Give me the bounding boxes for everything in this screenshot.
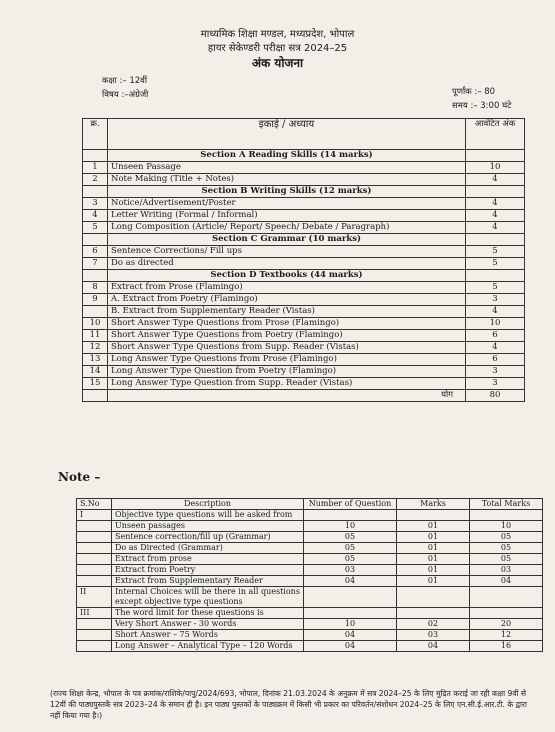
- row-number: [83, 306, 108, 318]
- row-unit: Note Making (Title + Notes): [108, 174, 466, 186]
- note-marks: [397, 510, 470, 521]
- note-row: [77, 510, 543, 521]
- row-unit: Long Answer Type Question from Supp. Reader (Vistas): [108, 378, 466, 390]
- total-value: 80: [466, 390, 525, 402]
- section-row: [83, 234, 525, 246]
- row-number: 11: [83, 330, 108, 342]
- row-marks: 4: [466, 198, 525, 210]
- note-marks: [397, 587, 470, 608]
- header-unit: इकाई / अध्याय: [108, 119, 466, 150]
- row-marks: 5: [466, 246, 525, 258]
- note-marks: 01: [397, 554, 470, 565]
- table-row: [83, 378, 525, 390]
- board-name: माध्यमिक शिक्षा मण्डल, मध्यप्रदेश, भोपाल: [200, 29, 355, 40]
- note-num: 10: [304, 619, 397, 630]
- note-desc: Internal Choices will be there in all questions except objective type questions: [112, 587, 304, 608]
- subject-label: विषय :–अंग्रेजी: [102, 90, 149, 100]
- header-marks: आवंटित अंक: [466, 119, 525, 150]
- note-desc: Unseen passages: [112, 521, 304, 532]
- class-label: कक्षा :– 12वीं: [102, 76, 148, 86]
- note-total: 10: [470, 521, 543, 532]
- note-sno: III: [77, 608, 112, 619]
- table-row: [83, 366, 525, 378]
- row-number: 15: [83, 378, 108, 390]
- table-row: [83, 306, 525, 318]
- section-marks-cell: [466, 234, 525, 246]
- note-total: 03: [470, 565, 543, 576]
- note-desc: Sentence correction/fill up (Grammar): [112, 532, 304, 543]
- note-sno: I: [77, 510, 112, 521]
- section-row: [83, 270, 525, 282]
- total-label: योग: [108, 390, 466, 402]
- row-number: 7: [83, 258, 108, 270]
- note-desc: Extract from Supplementary Reader: [112, 576, 304, 587]
- section-title: Section B Writing Skills (12 marks): [108, 186, 466, 198]
- section-marks-cell: [466, 150, 525, 162]
- note-desc: Objective type questions will be asked from: [112, 510, 304, 521]
- row-unit: Long Composition (Article/ Report/ Speech/ Debate / Paragraph): [108, 222, 466, 234]
- note-table: [76, 498, 543, 652]
- section-title: Section A Reading Skills (14 marks): [108, 150, 466, 162]
- note-marks: 03: [397, 630, 470, 641]
- row-unit: Letter Writing (Formal / Informal): [108, 210, 466, 222]
- table-row: [83, 294, 525, 306]
- row-number: 5: [83, 222, 108, 234]
- note-row: [77, 619, 543, 630]
- note-desc: Extract from prose: [112, 554, 304, 565]
- note-total: 05: [470, 532, 543, 543]
- note-header-sno: S.No: [77, 499, 112, 510]
- row-unit: Short Answer Type Questions from Prose (Flamingo): [108, 318, 466, 330]
- section-title: Section C Grammar (10 marks): [108, 234, 466, 246]
- section-row: [83, 186, 525, 198]
- note-marks: 04: [397, 641, 470, 652]
- note-total: [470, 510, 543, 521]
- row-unit: Short Answer Type Questions from Supp. Reader (Vistas): [108, 342, 466, 354]
- note-sno: [77, 554, 112, 565]
- note-num: 05: [304, 554, 397, 565]
- row-unit: Extract from Prose (Flamingo): [108, 282, 466, 294]
- row-number: 8: [83, 282, 108, 294]
- table-row: [83, 162, 525, 174]
- row-number: 12: [83, 342, 108, 354]
- row-unit: Notice/Advertisement/Poster: [108, 198, 466, 210]
- note-row: [77, 576, 543, 587]
- row-marks: 5: [466, 258, 525, 270]
- note-total: 05: [470, 554, 543, 565]
- row-marks: 3: [466, 378, 525, 390]
- note-num: [304, 510, 397, 521]
- note-num: 05: [304, 532, 397, 543]
- table-row: [83, 258, 525, 270]
- note-total: 20: [470, 619, 543, 630]
- note-num: 04: [304, 630, 397, 641]
- note-sno: [77, 619, 112, 630]
- row-marks: 6: [466, 354, 525, 366]
- note-total: [470, 587, 543, 608]
- note-header-row: [77, 499, 543, 510]
- header-sn: क्र.: [83, 119, 108, 150]
- table-row: [83, 210, 525, 222]
- note-row: [77, 543, 543, 554]
- note-row: [77, 630, 543, 641]
- section-title: Section D Textbooks (44 marks): [108, 270, 466, 282]
- row-number: 4: [83, 210, 108, 222]
- note-row: [77, 532, 543, 543]
- note-row: [77, 641, 543, 652]
- note-total: 04: [470, 576, 543, 587]
- footer-note: (राज्य शिक्षा केन्द्र, भोपाल के पत्र क्रमांक/राशिके/पापु/2024/693, भोपाल, दिनांक 21.03.2024 के अनुक्रम में सत्र 2024–25 के लिए मुद्रित कराई जा रही कक्षा 9वीं से 12वीं की पाठ्यपुस्तकें सत्र 2023–24 के समान ही है। इन पाठ्य पुस्तकों के पाठ्यक्रम में किसी भी प्रकार का परिवर्तन/संशोधन 2024–25 के लिए एन.सी.ई.आर.टी. के द्वारा नहीं किया गया है।): [50, 689, 527, 720]
- note-title: Note –: [58, 470, 101, 484]
- note-row: [77, 587, 543, 608]
- table-row: [83, 354, 525, 366]
- row-number: 10: [83, 318, 108, 330]
- note-marks: 01: [397, 576, 470, 587]
- note-sno: [77, 565, 112, 576]
- row-unit: Do as directed: [108, 258, 466, 270]
- row-number: 1: [83, 162, 108, 174]
- row-marks: 4: [466, 210, 525, 222]
- row-unit: Long Answer Type Question from Poetry (Flamingo): [108, 366, 466, 378]
- note-row: [77, 554, 543, 565]
- table-row: [83, 246, 525, 258]
- marks-scheme-table: [82, 118, 525, 402]
- row-marks: 4: [466, 342, 525, 354]
- row-unit: Unseen Passage: [108, 162, 466, 174]
- note-desc: Long Answer – Analytical Type – 120 Words: [112, 641, 304, 652]
- table-row: [83, 222, 525, 234]
- row-marks: 4: [466, 306, 525, 318]
- table-row: [83, 330, 525, 342]
- row-number: 14: [83, 366, 108, 378]
- note-sno: [77, 521, 112, 532]
- time-label: समय :– 3:00 घंटे: [452, 101, 512, 111]
- note-desc: Very Short Answer - 30 words: [112, 619, 304, 630]
- section-sn-cell: [83, 150, 108, 162]
- note-row: [77, 608, 543, 619]
- note-sno: II: [77, 587, 112, 608]
- note-sno: [77, 543, 112, 554]
- note-header-desc: Description: [112, 499, 304, 510]
- total-row: [83, 390, 525, 402]
- row-unit: B. Extract from Supplementary Reader (Vistas): [108, 306, 466, 318]
- note-header-total: Total Marks: [470, 499, 543, 510]
- note-marks: 01: [397, 521, 470, 532]
- note-num: [304, 608, 397, 619]
- note-marks: 01: [397, 532, 470, 543]
- note-num: [304, 587, 397, 608]
- section-row: [83, 150, 525, 162]
- row-unit: Short Answer Type Questions from Poetry (Flamingo): [108, 330, 466, 342]
- note-num: 04: [304, 641, 397, 652]
- row-number: 13: [83, 354, 108, 366]
- note-header-num: Number of Question: [304, 499, 397, 510]
- row-unit: Sentence Corrections/ Fill ups: [108, 246, 466, 258]
- note-desc: Do as Directed (Grammar): [112, 543, 304, 554]
- note-total: 05: [470, 543, 543, 554]
- row-marks: 3: [466, 294, 525, 306]
- note-total: [470, 608, 543, 619]
- row-marks: 4: [466, 174, 525, 186]
- note-row: [77, 565, 543, 576]
- row-unit: Long Answer Type Questions from Prose (Flamingo): [108, 354, 466, 366]
- row-number: 3: [83, 198, 108, 210]
- note-desc: Short Answer – 75 Words: [112, 630, 304, 641]
- page-title: अंक योजना: [251, 56, 304, 70]
- table-row: [83, 198, 525, 210]
- note-num: 03: [304, 565, 397, 576]
- note-num: 04: [304, 576, 397, 587]
- note-num: 05: [304, 543, 397, 554]
- row-marks: 10: [466, 318, 525, 330]
- table-row: [83, 318, 525, 330]
- note-sno: [77, 532, 112, 543]
- row-unit: A. Extract from Poetry (Flamingo): [108, 294, 466, 306]
- note-num: 10: [304, 521, 397, 532]
- table-header-row: [83, 119, 525, 150]
- section-marks-cell: [466, 186, 525, 198]
- exam-session: हायर सेकेण्डरी परीक्षा सत्र 2024–25: [207, 43, 348, 54]
- note-sno: [77, 630, 112, 641]
- row-number: 6: [83, 246, 108, 258]
- note-header-marks: Marks: [397, 499, 470, 510]
- note-row: [77, 521, 543, 532]
- table-row: [83, 342, 525, 354]
- section-sn-cell: [83, 234, 108, 246]
- section-sn-cell: [83, 270, 108, 282]
- note-marks: 01: [397, 543, 470, 554]
- row-number: 9: [83, 294, 108, 306]
- note-marks: 02: [397, 619, 470, 630]
- max-marks-label: पूर्णांक :– 80: [452, 87, 496, 97]
- note-marks: [397, 608, 470, 619]
- section-marks-cell: [466, 270, 525, 282]
- table-row: [83, 282, 525, 294]
- row-marks: 3: [466, 366, 525, 378]
- note-marks: 01: [397, 565, 470, 576]
- section-sn-cell: [83, 186, 108, 198]
- note-desc: Extract from Poetry: [112, 565, 304, 576]
- table-row: [83, 174, 525, 186]
- note-total: 16: [470, 641, 543, 652]
- note-sno: [77, 576, 112, 587]
- row-marks: 4: [466, 222, 525, 234]
- row-marks: 6: [466, 330, 525, 342]
- row-number: 2: [83, 174, 108, 186]
- row-marks: 5: [466, 282, 525, 294]
- note-sno: [77, 641, 112, 652]
- note-total: 12: [470, 630, 543, 641]
- row-marks: 10: [466, 162, 525, 174]
- note-desc: The word limit for these questions is: [112, 608, 304, 619]
